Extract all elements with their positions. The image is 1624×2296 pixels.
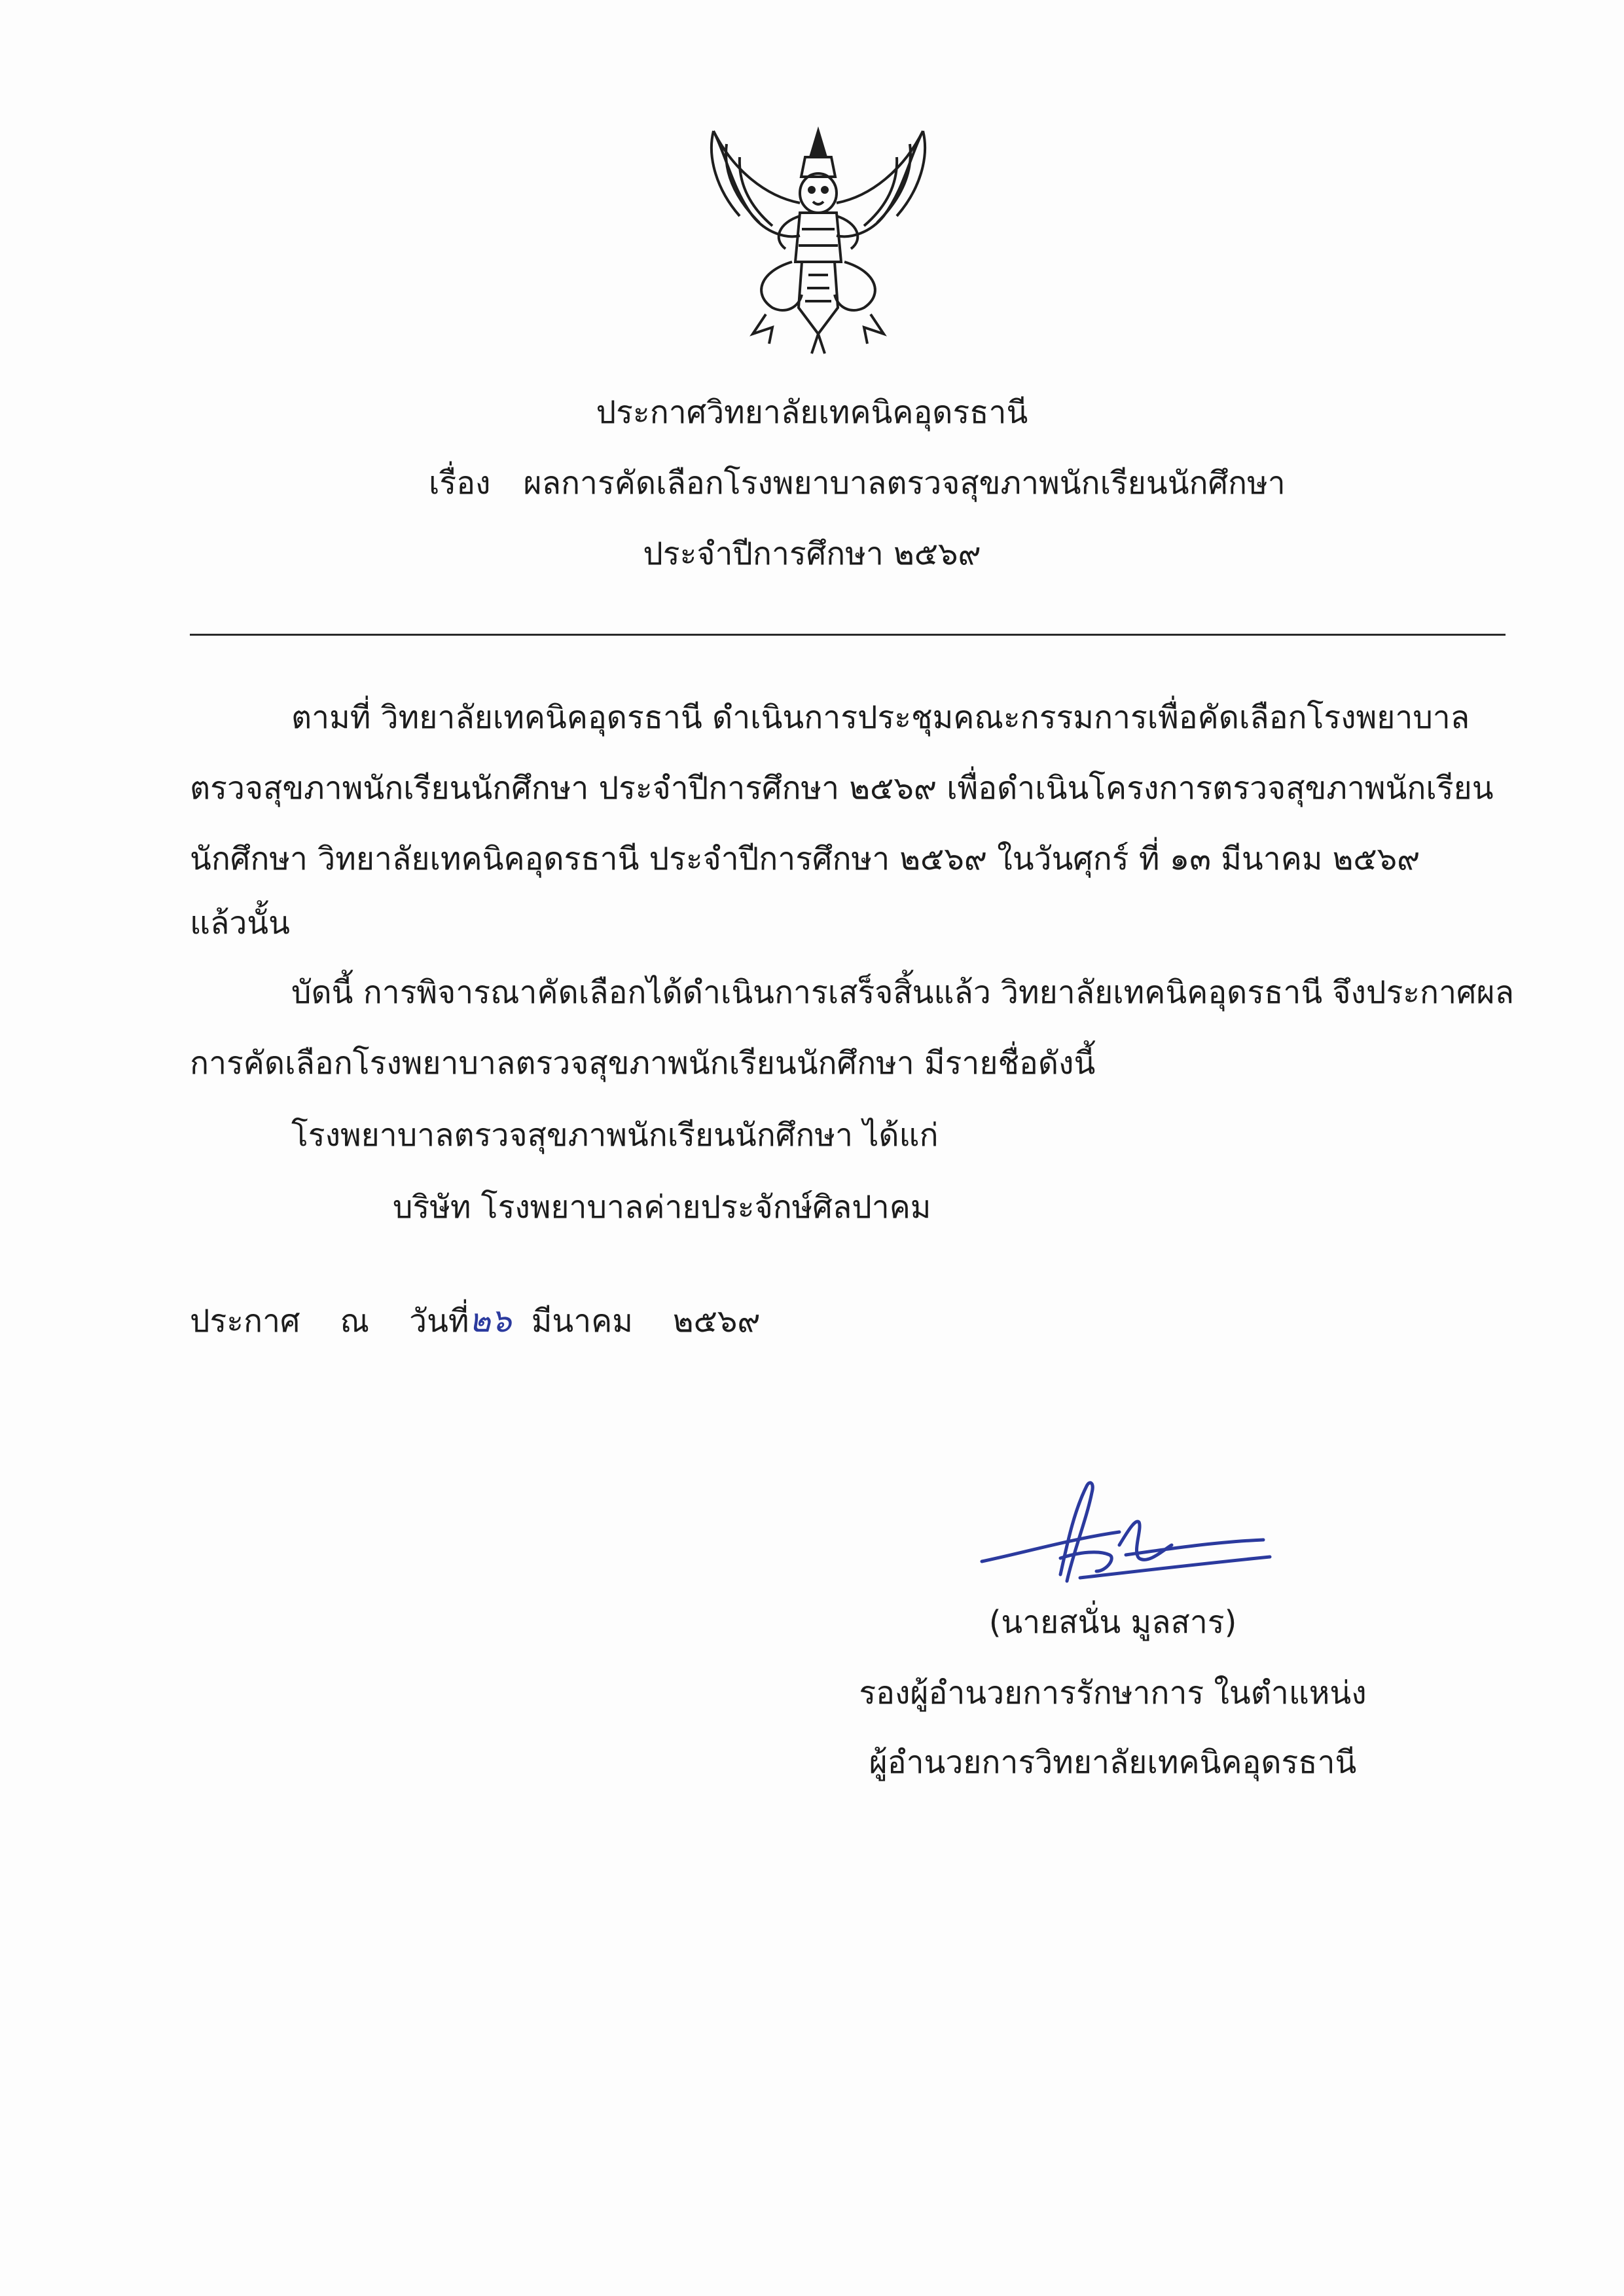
announce-year: ๒๕๖๙ bbox=[672, 1303, 761, 1339]
announce-prefix: ประกาศ bbox=[190, 1303, 300, 1339]
paragraph-3: โรงพยาบาลตรวจสุขภาพนักเรียนนักศึกษา ได้แก่ bbox=[291, 1117, 939, 1154]
announce-at: ณ bbox=[340, 1303, 370, 1339]
selected-hospital: บริษัท โรงพยาบาลค่ายประจักษ์ศิลปาคม bbox=[393, 1189, 931, 1226]
subject-line bbox=[429, 458, 1286, 508]
paragraph-2-line-2: การคัดเลือกโรงพยาบาลตรวจสุขภาพนักเรียนนักศึกษา มีรายชื่อดังนี้ bbox=[190, 1045, 1096, 1082]
subject-text: ผลการคัดเลือกโรงพยาบาลตรวจสุขภาพนักเรียนนักศึกษา bbox=[523, 465, 1286, 501]
subject-label: เรื่อง bbox=[429, 465, 491, 501]
signatory-position-1: รองผู้อำนวยการรักษาการ ในตำแหน่ง bbox=[859, 1675, 1367, 1711]
announce-month: มีนาคม bbox=[531, 1303, 633, 1339]
signatory-name: (นายสนั่น มูลสาร) bbox=[988, 1604, 1237, 1641]
handwritten-signature bbox=[975, 1473, 1276, 1597]
paragraph-2-line-1: บัดนี้ การพิจารณาคัดเลือกได้ดำเนินการเสร็จสิ้นแล้ว วิทยาลัยเทคนิคอุดรธานี จึงประกาศผล bbox=[291, 974, 1515, 1011]
paragraph-1-line-1: ตามที่ วิทยาลัยเทคนิคอุดรธานี ดำเนินการประชุมคณะกรรมการเพื่อคัดเลือกโรงพยาบาล bbox=[291, 699, 1470, 736]
header-divider bbox=[190, 634, 1506, 636]
announcement-subtitle: ประจำปีการศึกษา ๒๕๖๙ bbox=[643, 536, 981, 572]
garuda-emblem bbox=[687, 118, 949, 360]
paragraph-1-line-3: นักศึกษา วิทยาลัยเทคนิคอุดรธานี ประจำปีการศึกษา ๒๕๖๙ ในวันศุกร์ ที่ ๑๓ มีนาคม ๒๕๖๙ bbox=[190, 841, 1420, 877]
signatory-position-2: ผู้อำนวยการวิทยาลัยเทคนิคอุดรธานี bbox=[869, 1744, 1357, 1781]
day-label: วันที่ bbox=[409, 1303, 469, 1339]
paragraph-1-line-4: แล้วนั้น bbox=[190, 905, 290, 941]
handwritten-day: ๒๖ bbox=[469, 1302, 512, 1339]
announcement-title: ประกาศวิทยาลัยเทคนิคอุดรธานี bbox=[596, 394, 1028, 431]
announcement-date bbox=[190, 1295, 761, 1347]
paragraph-1-line-2: ตรวจสุขภาพนักเรียนนักศึกษา ประจำปีการศึกษา ๒๕๖๙ เพื่อดำเนินโครงการตรวจสุขภาพนักเรียน bbox=[190, 770, 1494, 807]
